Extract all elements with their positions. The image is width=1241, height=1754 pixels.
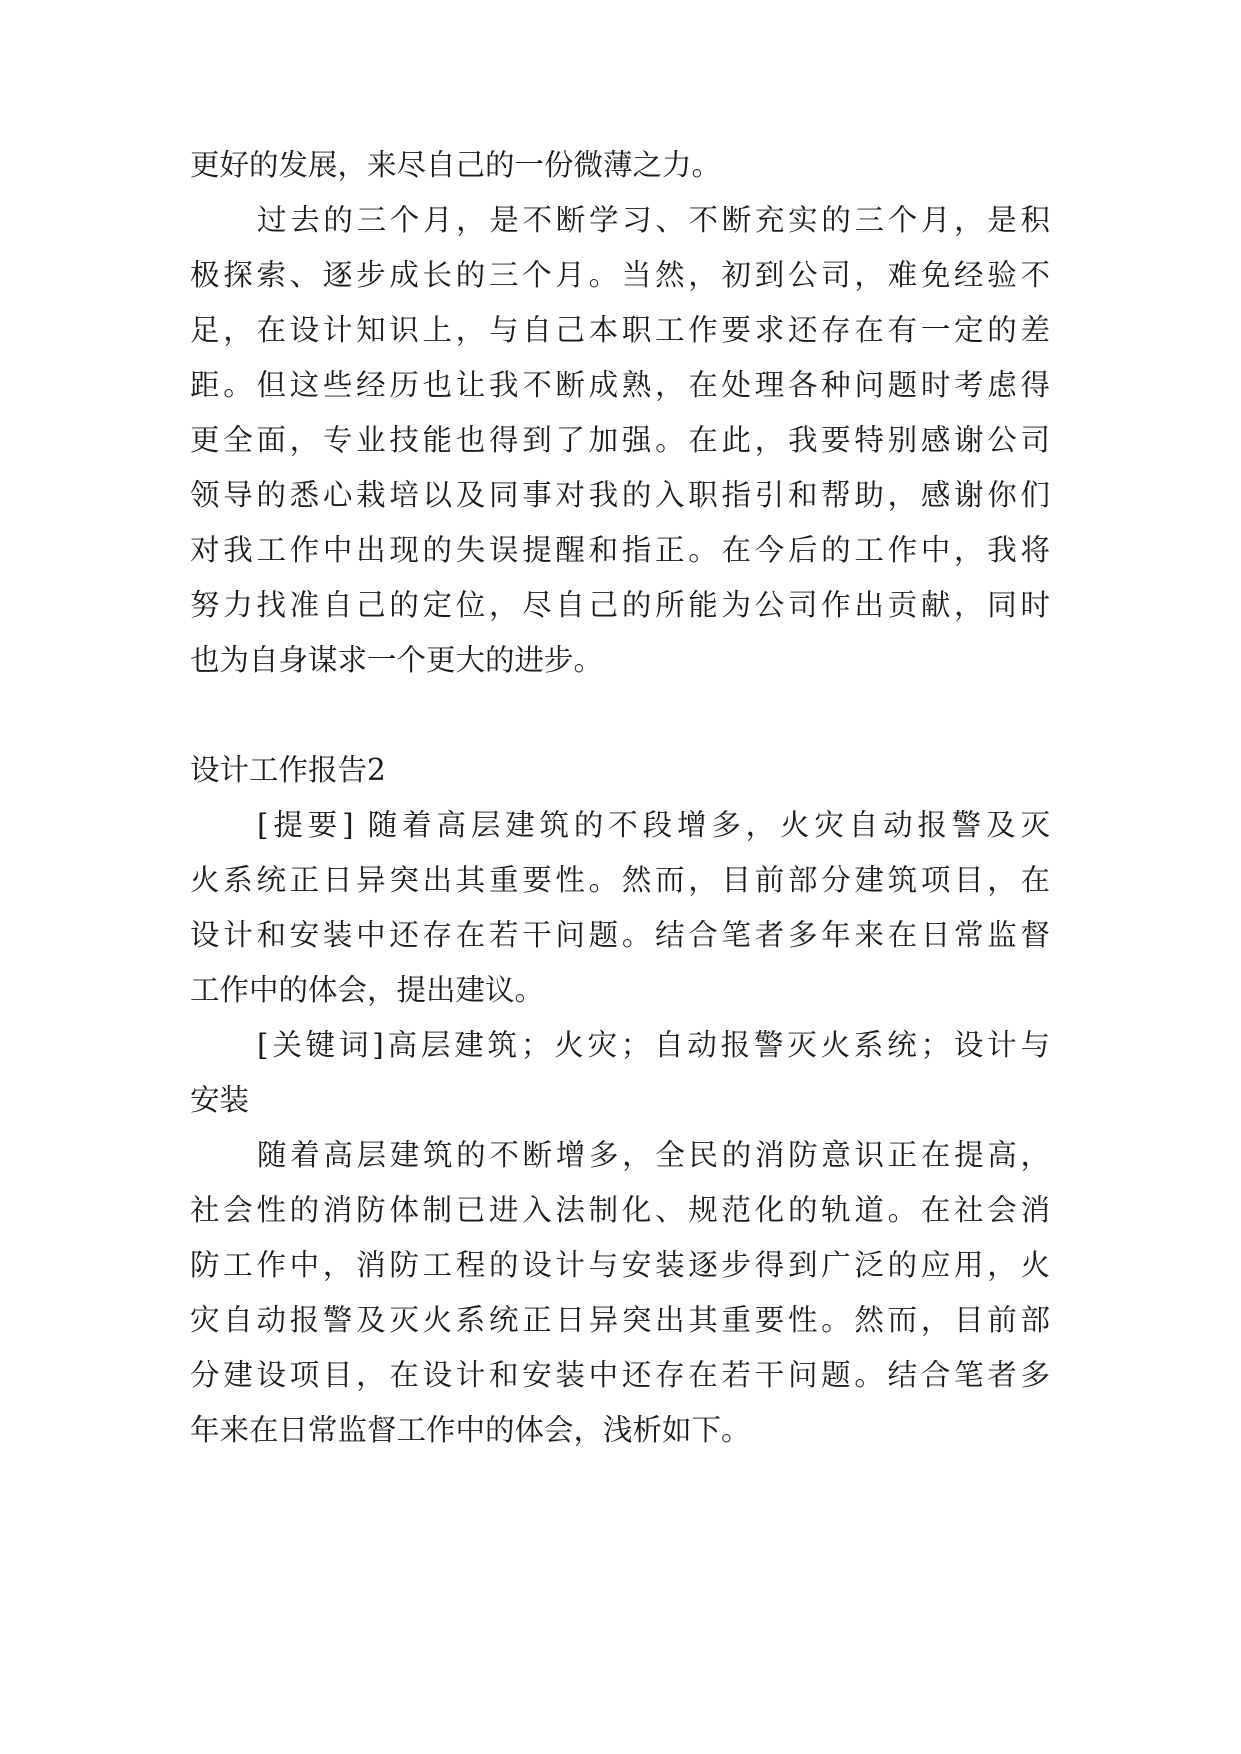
body-line: 灾自动报警及灭火系统正日异突出其重要性。然而，目前部 <box>190 1303 1050 1337</box>
paragraph-line: 足，在设计知识上，与自己本职工作要求还存在有一定的差 <box>190 313 1050 347</box>
paragraph-line: 更好的发展，来尽自己的一份微薄之力。 <box>190 148 722 182</box>
paragraph-line: 努力找准自己的定位，尽自己的所能为公司作出贡献，同时 <box>190 588 1050 622</box>
abstract-line: [提要] 随着高层建筑的不段增多，火灾自动报警及灭 <box>257 808 1050 842</box>
paragraph-line: 极探索、逐步成长的三个月。当然，初到公司，难免经验不 <box>190 258 1050 292</box>
section-title: 设计工作报告2 <box>190 753 386 787</box>
abstract-line: 设计和安装中还存在若干问题。结合笔者多年来在日常监督 <box>190 918 1050 952</box>
paragraph-line: 也为自身谋求一个更大的进步。 <box>190 643 604 677</box>
keywords-line: 安装 <box>190 1083 250 1117</box>
paragraph-line: 更全面，专业技能也得到了加强。在此，我要特别感谢公司 <box>190 423 1050 457</box>
body-line: 年来在日常监督工作中的体会，浅析如下。 <box>190 1413 751 1447</box>
paragraph-line: 对我工作中出现的失误提醒和指正。在今后的工作中，我将 <box>190 533 1050 567</box>
abstract-line: 工作中的体会，提出建议。 <box>190 973 545 1007</box>
abstract-line: 火系统正日异突出其重要性。然而，目前部分建筑项目，在 <box>190 863 1050 897</box>
paragraph-line: 领导的悉心栽培以及同事对我的入职指引和帮助，感谢你们 <box>190 478 1050 512</box>
body-line: 随着高层建筑的不断增多，全民的消防意识正在提高， <box>257 1138 1050 1172</box>
body-line: 防工作中，消防工程的设计与安装逐步得到广泛的应用，火 <box>190 1248 1050 1282</box>
paragraph-line: 距。但这些经历也让我不断成熟，在处理各种问题时考虑得 <box>190 368 1050 402</box>
body-line: 社会性的消防体制已进入法制化、规范化的轨道。在社会消 <box>190 1193 1050 1227</box>
body-line: 分建设项目，在设计和安装中还存在若干问题。结合笔者多 <box>190 1358 1050 1392</box>
keywords-line: [关键词]高层建筑；火灾；自动报警灭火系统；设计与 <box>257 1028 1050 1062</box>
paragraph-line: 过去的三个月，是不断学习、不断充实的三个月，是积 <box>257 203 1050 237</box>
